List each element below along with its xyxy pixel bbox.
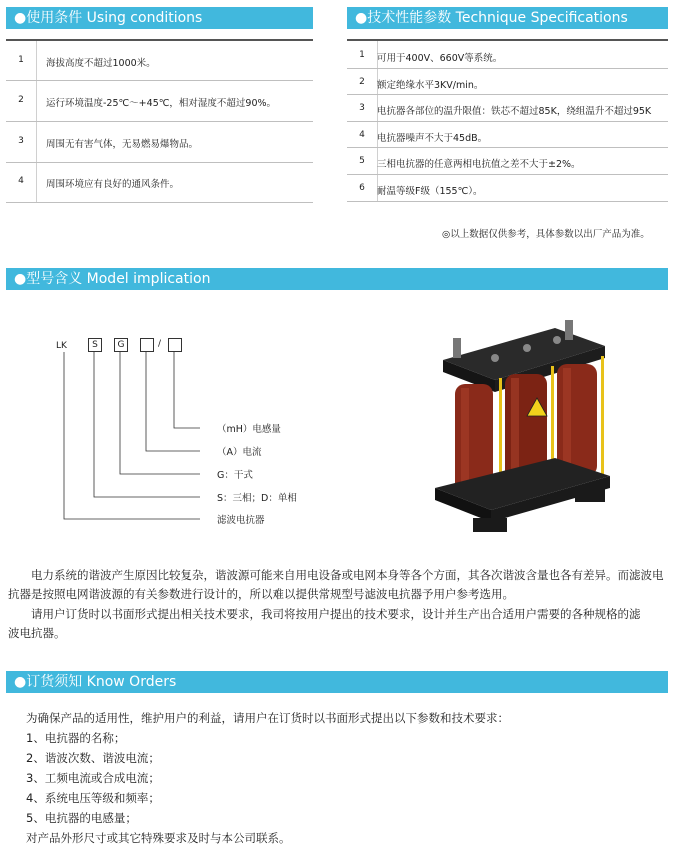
list-item: 2、谐波次数、谐波电流；: [26, 751, 160, 765]
row-number: 6: [359, 183, 365, 193]
section-header-model: [6, 268, 668, 290]
description-paragraph-1: [8, 566, 668, 604]
row-number: 1: [359, 50, 365, 60]
section-header-orders: [6, 671, 668, 693]
table-row: [6, 81, 313, 122]
label-current: （A）电流: [217, 447, 262, 458]
row-text: 耐温等级F级（155℃）。: [377, 186, 483, 197]
row-text: 电抗器噪声不大于45dB。: [377, 133, 488, 144]
row-text: 周围环境应有良好的通风条件。: [46, 179, 180, 190]
row-text: 电抗器各部位的温升限值：铁芯不超过85K，绕组温升不超过95K: [377, 106, 652, 117]
list-item: 1、电抗器的名称；: [26, 731, 126, 745]
specs-title: ●技术性能参数 Technique Specifications: [355, 10, 628, 26]
model-box-inductance: [168, 338, 182, 352]
usage-title: ●使用条件 Using conditions: [14, 10, 203, 26]
row-text: 周围无有害气体，无易燃易爆物品。: [46, 139, 199, 150]
model-prefix: LK: [56, 341, 67, 351]
model-box-s: S: [88, 338, 102, 352]
model-slash: /: [158, 339, 162, 349]
section-header-usage: [6, 7, 313, 29]
row-number: 2: [359, 77, 365, 87]
label-inductance: （mH）电感量: [217, 424, 281, 435]
list-item: 4、系统电压等级和频率；: [26, 791, 160, 805]
row-text: 运行环境温度-25℃～+45℃，相对湿度不超过90%。: [46, 98, 277, 109]
label-phase: S：三相；D：单相: [217, 493, 297, 504]
orders-title: ●订货须知 Know Orders: [14, 674, 177, 690]
list-item: 5、电抗器的电感量；: [26, 811, 137, 825]
orders-outro: 对产品外形尺寸或其它特殊要求及时与本公司联系。: [26, 831, 291, 845]
row-text: 可用于400V、660V等系统。: [377, 53, 503, 64]
row-number: 3: [359, 103, 365, 113]
row-text: 额定绝缘水平3KV/min。: [377, 80, 484, 91]
row-number: 3: [18, 136, 24, 146]
label-dry-type: G：干式: [217, 470, 253, 481]
model-title: ●型号含义 Model implication: [14, 271, 211, 287]
description-text-2: 请用户订货时以书面形式提出相关技术要求，我司将按用户提出的技术要求，设计并生产出合适用户需要的各种规格的滤波电抗器。: [8, 607, 641, 640]
section-header-specs: [347, 7, 668, 29]
specs-table: [347, 39, 668, 202]
table-row: [6, 122, 313, 163]
row-number: 4: [359, 130, 365, 140]
table-row: [347, 175, 668, 202]
row-number: 5: [359, 156, 365, 166]
row-number: 1: [18, 55, 24, 65]
row-number: 4: [18, 176, 24, 186]
table-row: [347, 69, 668, 95]
spec-note: ◎以上数据仅供参考，具体参数以出厂产品为准。: [442, 229, 650, 240]
row-text: 三相电抗器的任意两相电抗值之差不大于±2%。: [377, 159, 581, 170]
row-text: 海拔高度不超过1000米。: [46, 58, 156, 69]
table-row: [347, 95, 668, 122]
table-row: [347, 148, 668, 175]
orders-intro: 为确保产品的适用性，维护用户的利益，请用户在订货时以书面形式提出以下参数和技术要求：: [26, 711, 509, 725]
row-number: 2: [18, 95, 24, 105]
model-box-current: [140, 338, 154, 352]
table-row: [347, 41, 668, 69]
description-paragraph-2: [8, 605, 648, 643]
list-item: 3、工频电流或合成电流；: [26, 771, 160, 785]
table-row: [6, 163, 313, 203]
usage-table: [6, 39, 313, 203]
table-row: [6, 41, 313, 81]
description-text-1: 电力系统的谐波产生原因比较复杂，谐波源可能来自用电设备或电网本身等各个方面，其各次谐波含量也各有差异。而滤波电抗器是按照电网谐波源的有关参数进行设计的，所以难以提供常规型号滤波电抗器予用户参考选用。: [8, 568, 664, 601]
model-box-g: G: [114, 338, 128, 352]
reactor-image: [425, 318, 615, 548]
table-row: [347, 122, 668, 148]
label-filter-reactor: 滤波电抗器: [217, 515, 265, 526]
orders-list: [26, 708, 666, 848]
